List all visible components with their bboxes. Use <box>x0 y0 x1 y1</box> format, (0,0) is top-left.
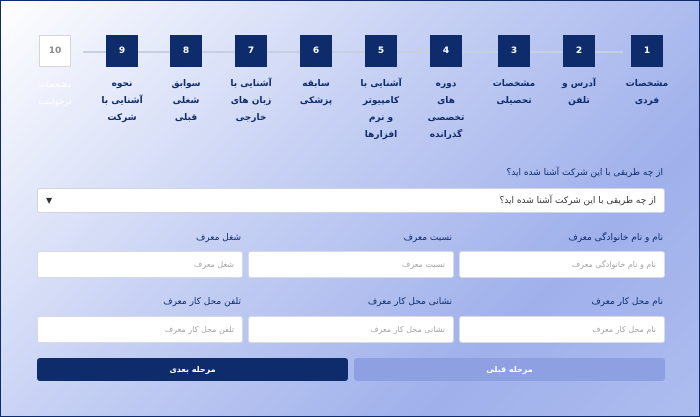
referrer-phone-label: تلفن محل کار معرف <box>163 297 241 307</box>
referrer-job-label: شغل معرف <box>195 233 241 243</box>
referrer-relation-label: نسبت معرف <box>403 233 452 243</box>
dropdown-arrow-icon: ▼ <box>46 196 53 205</box>
step-label: مشخصات فردی <box>625 79 669 106</box>
step-5[interactable] <box>349 35 413 144</box>
step-label: سوابق شغلی قبلی <box>171 79 201 123</box>
step-label: سابقه پزشکی <box>299 79 333 106</box>
step-label: نحوه آشنایی با شرکت <box>101 79 143 123</box>
referrer-address-input[interactable]: نشانی محل کار معرف <box>248 316 454 343</box>
previous-step-button[interactable]: مرحله قبلی <box>354 358 665 381</box>
referrer-job-input[interactable]: شغل معرف <box>37 251 243 278</box>
step-number: 8 <box>170 35 202 67</box>
referrer-relation-input[interactable]: نسبت معرف <box>248 251 454 278</box>
step-label: آشنایی با کامپیوتر و نرم افزارها <box>360 79 402 140</box>
referrer-name-input[interactable]: نام و نام خانوادگی معرف <box>459 251 665 278</box>
step-number: 2 <box>563 35 595 67</box>
referrer-workplace-input[interactable]: نام محل کار معرف <box>459 316 665 343</box>
referral-question-label: از چه طریقی با این شرکت آشنا شده اید؟ <box>506 168 663 178</box>
referrer-workplace-label: نام محل کار معرف <box>591 297 663 307</box>
referral-source-value: از چه طریقی با این شرکت آشنا شده اید؟ <box>499 195 656 206</box>
step-3[interactable] <box>482 35 546 110</box>
next-step-button[interactable]: مرحله بعدی <box>37 358 348 381</box>
progress-stepper <box>38 35 669 155</box>
step-number: 5 <box>365 35 397 67</box>
step-label: آدرس و تلفن <box>561 79 597 106</box>
step-label: مشخصات درخواست <box>38 80 72 106</box>
step-2[interactable] <box>547 35 611 110</box>
step-1[interactable] <box>615 35 679 110</box>
step-number: 7 <box>235 35 267 67</box>
step-10[interactable] <box>23 35 87 110</box>
step-8[interactable] <box>154 35 218 127</box>
step-9[interactable] <box>90 35 154 127</box>
step-number: 4 <box>430 35 462 67</box>
step-label: مشخصات تحصیلی <box>492 79 536 106</box>
referrer-name-label: نام و نام خانوادگی معرف <box>568 233 663 243</box>
referrer-phone-input[interactable]: تلفن محل کار معرف <box>37 316 243 343</box>
step-6[interactable] <box>284 35 348 110</box>
step-4[interactable] <box>414 35 478 144</box>
step-number: 10 <box>39 35 71 67</box>
step-number: 3 <box>498 35 530 67</box>
step-label: دوره های تخصصی گذرانده <box>427 79 465 140</box>
step-number: 9 <box>106 35 138 67</box>
referrer-address-label: نشانی محل کار معرف <box>367 297 452 307</box>
step-7[interactable] <box>219 35 283 127</box>
step-label: آشنایی با زبان های خارجی <box>230 79 272 123</box>
step-number: 1 <box>631 35 663 67</box>
step-number: 6 <box>300 35 332 67</box>
referral-source-select[interactable] <box>37 188 665 213</box>
